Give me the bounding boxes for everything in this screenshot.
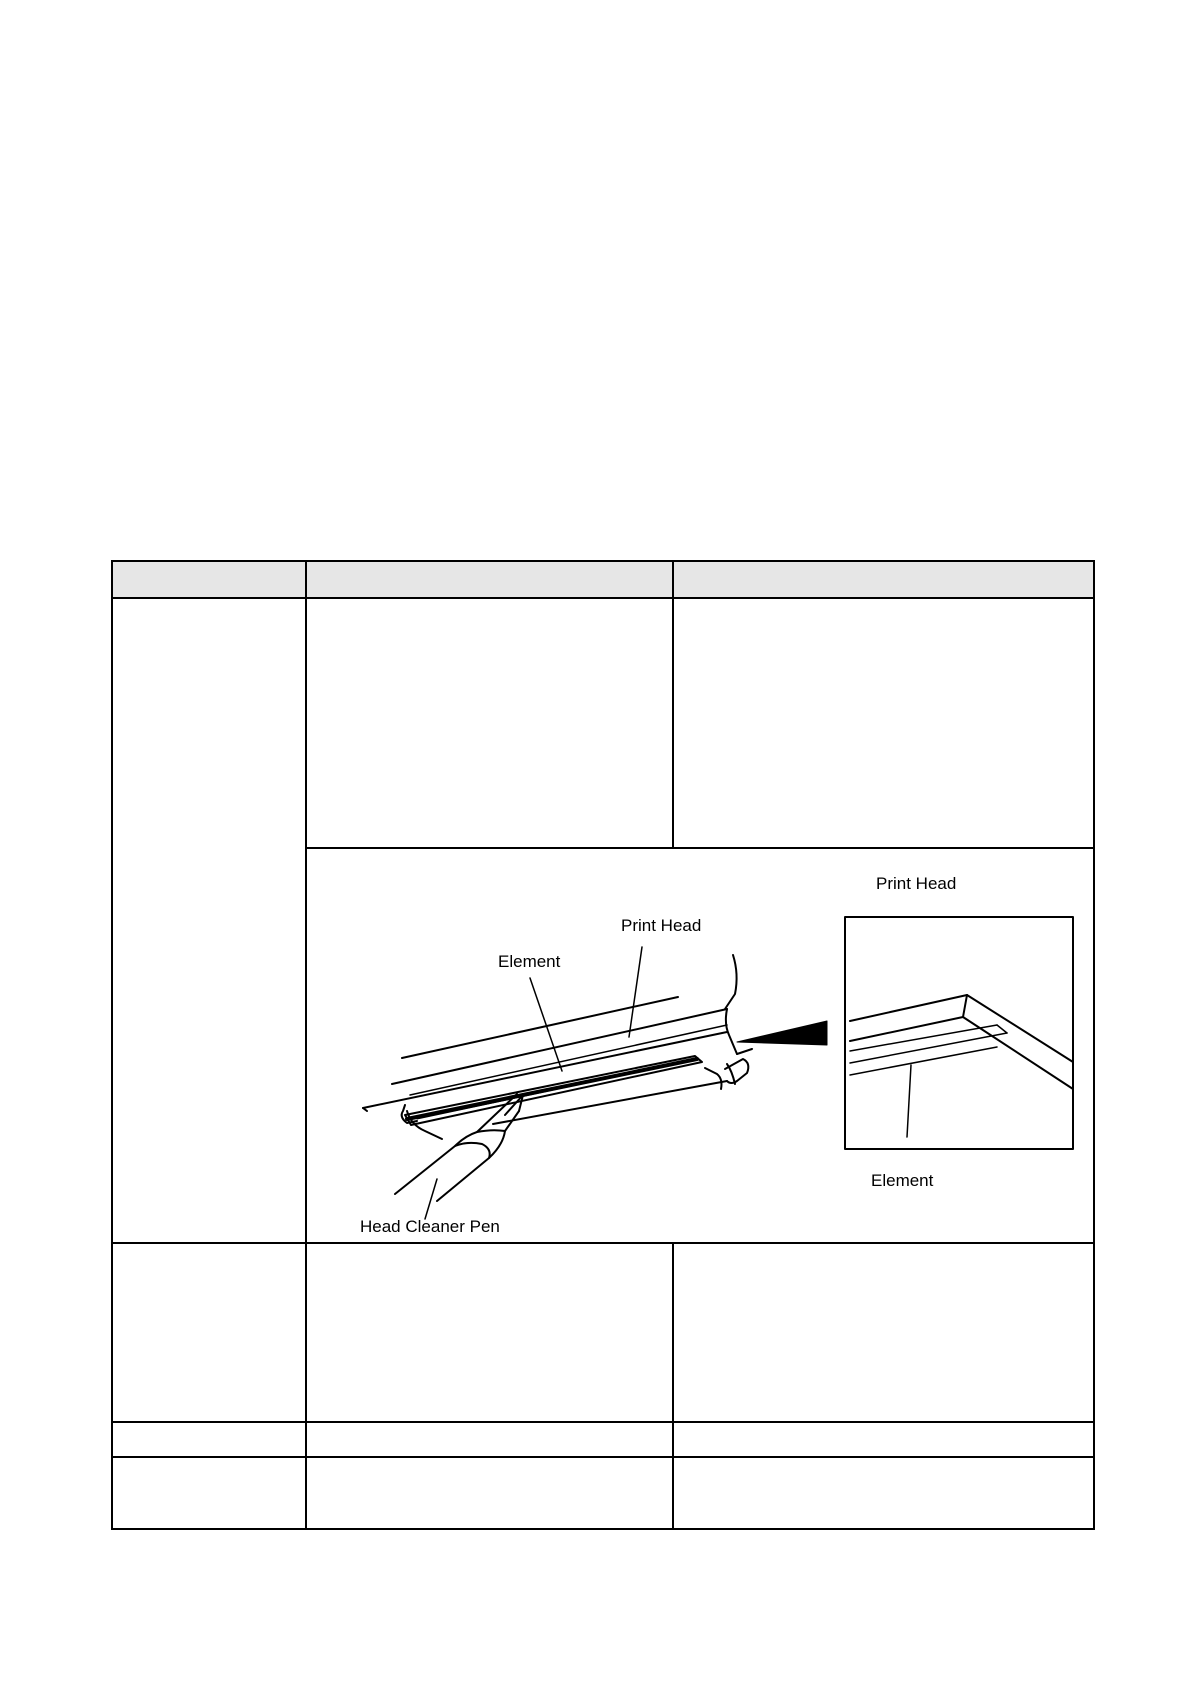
print-head-cleaning-figure [306, 848, 1094, 1243]
row4-item-cell [112, 1457, 306, 1529]
row2-method-cell [306, 1243, 673, 1422]
header-cell-1 [112, 561, 306, 598]
row2-notes-cell [673, 1243, 1094, 1422]
header-cell-2 [306, 561, 673, 598]
print-head-label: Print Head [621, 916, 702, 935]
table-row [112, 1457, 1094, 1529]
head-cleaner-pen-label: Head Cleaner Pen [360, 1217, 500, 1236]
row3-notes-cell [673, 1422, 1094, 1457]
print-head-illustration [307, 849, 1093, 1242]
header-cell-3 [673, 561, 1094, 598]
table-header-row [112, 561, 1094, 598]
row1-method-cell [306, 598, 673, 848]
row4-notes-cell [673, 1457, 1094, 1529]
row4-method-cell [306, 1457, 673, 1529]
row3-method-cell [306, 1422, 673, 1457]
row3-item-cell [112, 1422, 306, 1457]
table-row [112, 1422, 1094, 1457]
row1-item-cell [112, 598, 306, 1243]
inset-print-head-label: Print Head [876, 874, 957, 893]
table-row [112, 598, 1094, 848]
maintenance-table [111, 560, 1095, 1530]
row1-notes-cell [673, 598, 1094, 848]
table-row [112, 1243, 1094, 1422]
inset-element-label: Element [871, 1171, 934, 1190]
element-label: Element [498, 952, 561, 971]
row2-item-cell [112, 1243, 306, 1422]
